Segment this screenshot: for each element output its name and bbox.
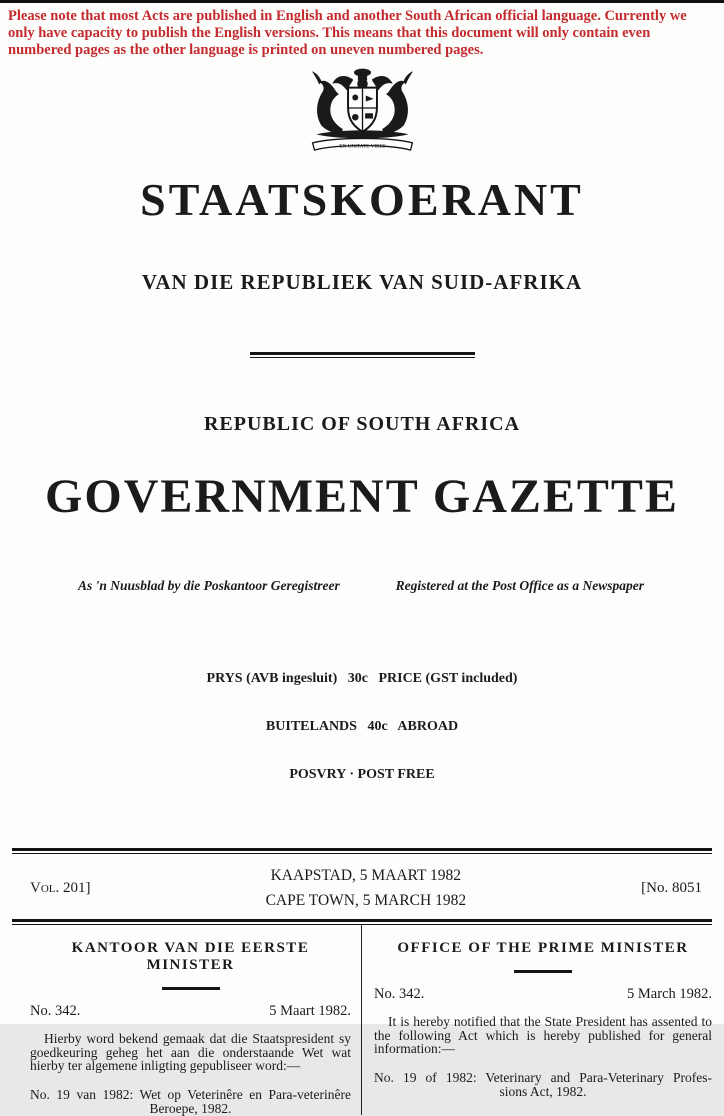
coat-of-arms-motto: EX UNITATE VIRES [338, 143, 386, 150]
act-line1-afrikaans: No. 19 van 1982: Wet op Veterinêre en Para-veterinêre [30, 1086, 351, 1102]
column-afrikaans [4, 925, 362, 1115]
column-heading-afrikaans: KANTOOR VAN DIE EERSTE MINISTER [71, 940, 310, 973]
coat-of-arms [0, 64, 724, 156]
issue-info-row [30, 868, 702, 908]
place-date-english: CAPE TOWN, 5 MARCH 1982 [265, 891, 467, 909]
act-line2-afrikaans: Beroepe, 1982. [149, 1100, 232, 1116]
place-date-afrikaans: KAAPSTAD, 5 MAART 1982 [270, 867, 462, 884]
notice-number-afrikaans: No. 342. [30, 1003, 81, 1019]
act-reference-afrikaans [30, 1088, 351, 1116]
republic-line: REPUBLIC OF SOUTH AFRICA [203, 413, 521, 435]
registered-row [78, 578, 644, 594]
notice-number-english: No. 342. [374, 986, 425, 1002]
masthead-subtitle-afrikaans: VAN DIE REPUBLIEK VAN SUID-AFRIKA [141, 270, 583, 294]
column-heading-english: OFFICE OF THE PRIME MINISTER [397, 940, 689, 956]
coat-of-arms-icon [290, 64, 435, 156]
notice-date-afrikaans: 5 Maart 1982. [269, 1003, 351, 1019]
price-line-1: PRYS (AVB ingesluit) 30c PRICE (GST included) [206, 671, 518, 686]
masthead-title-afrikaans: STAATSKOERANT [140, 174, 584, 225]
column-english [362, 925, 720, 1115]
act-line1-english: No. 19 of 1982: Veterinary and Para-Veterinary Profes- [374, 1069, 712, 1085]
column-rule-afrikaans [162, 987, 220, 990]
price-block [0, 639, 724, 815]
scan-top-edge [0, 0, 724, 3]
issue-top-rule [12, 848, 712, 854]
column-rule-english [514, 970, 572, 973]
notice-body-afrikaans: Hierby word bekend gemaak dat die Staatspresident sy goedkeuring geheg het aan die onderstaande Wet wat hierby ter algemene inligting gepubliseer word:— [30, 1031, 351, 1073]
price-line-3: POSVRY · POST FREE [289, 767, 435, 782]
notice-body-english: It is hereby notified that the State President has assented to the following Act which is hereby published for general information:— [374, 1014, 712, 1056]
notice-columns [4, 925, 720, 1115]
masthead-divider-rule [250, 352, 475, 358]
gazette-number: [No. 8051 [641, 879, 702, 896]
act-reference-english [374, 1071, 712, 1099]
publication-language-notice: Please note that most Acts are published in English and another South African official language. Currently we only have capacity to publish the English versions. This means that this document will only contain even numbered pages as the other language is printed on uneven numbered pages. [8, 8, 687, 58]
act-line2-english: sions Act, 1982. [499, 1083, 587, 1099]
price-line-2: BUITELANDS 40c ABROAD [265, 719, 459, 734]
registered-english: Registered at the Post Office as a Newspaper [395, 578, 644, 593]
registered-afrikaans: As 'n Nuusblad by die Poskantoor Geregistreer [78, 578, 340, 593]
notice-no-date-row-english [374, 986, 712, 1003]
masthead-title-english: GOVERNMENT GAZETTE [45, 470, 679, 523]
volume-number: Vol. 201] [30, 879, 91, 896]
notice-date-english: 5 March 1982. [627, 986, 712, 1002]
issue-place-dates [91, 868, 642, 908]
notice-no-date-row-afrikaans [30, 1003, 351, 1020]
